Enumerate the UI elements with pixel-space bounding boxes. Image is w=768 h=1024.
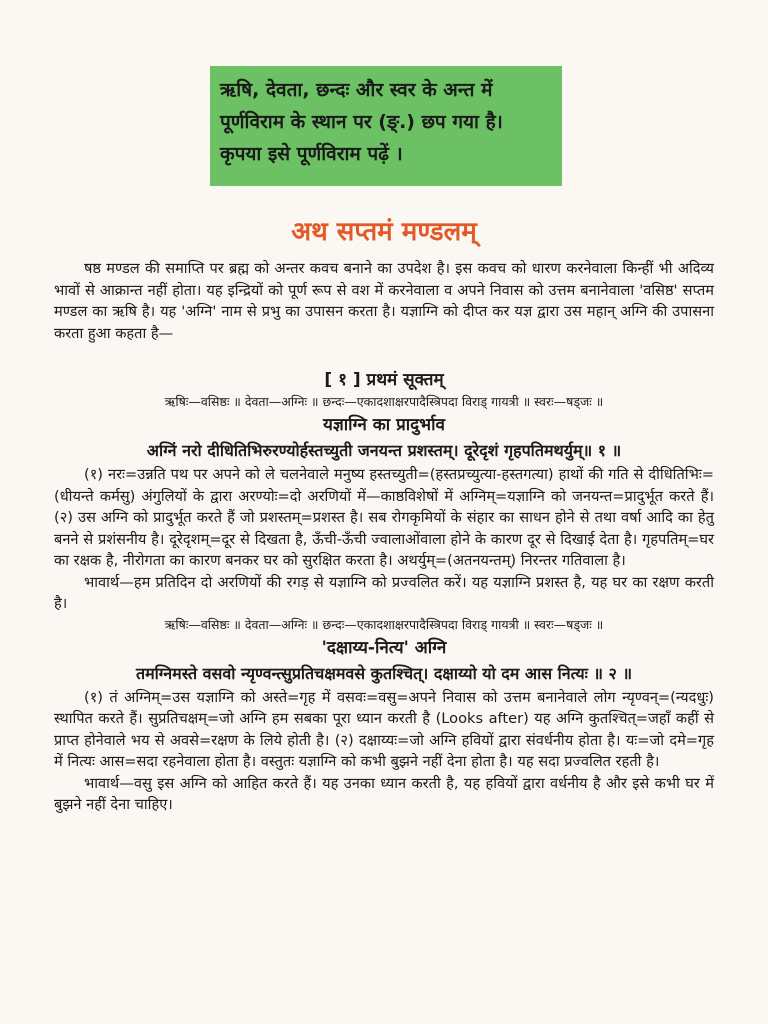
notice-line: ऋषि, देवता, छन्दः और स्वर के अन्त में bbox=[220, 79, 493, 101]
mandala-heading: अथ सप्तमं मण्डलम् bbox=[291, 217, 477, 247]
sukta-title: [ १ ] प्रथमं सूक्तम् bbox=[324, 370, 444, 390]
notice-box bbox=[210, 66, 562, 186]
notice-line: पूर्णविराम के स्थान पर (ङ्.) छप गया है। bbox=[220, 111, 503, 133]
rishi-devata-line: ऋषिः—वसिष्ठः ॥ देवता—अग्निः ॥ छन्दः—एकादशाक्षरपादैस्त्रिपदा विराड् गायत्री ॥ स्वरः—षड्जः ॥ bbox=[164, 616, 604, 632]
sukta-one bbox=[54, 368, 714, 816]
explanation-paragraph: (१) नरः=उन्नति पथ पर अपने को ले चलनेवाले मनुष्य हस्तच्युती=(हस्तप्रच्युत्या-हस्तगत्या) हाथों की गति से दीधितिभिः=(धीयन्ते कर्मसु) अंगुलियों के द्वारा अरण्योः=दो अरणियों में—काष्ठविशेषों में अग्निम्=यज्ञाग्नि को जनयन्त=प्रादुर्भूत करते हैं। (२) उस अग्नि को प्रादुर्भूत करते हैं जो प्रशस्तम्=प्रशस्त है। सब रोगकृमियों के संहार का साधन होने से तथा वर्षा आदि का हेतु बनने से प्रशंसनीय है। दूरेदृशम्=दूर से दिखता है, ऊँची-ऊँची ज्वालाओंवाला होने के कारण दूर से दिखाई देता है। गृहपतिम्=घर का रक्षक है, नीरोगता का कारण बनकर घर को सुरक्षित करता है। अथर्युम्=(अतनयन्तम्) निरन्तर गतिवाला है। bbox=[54, 466, 714, 569]
intro-paragraph: षष्ठ मण्डल की समाप्ति पर ब्रह्म को अन्तर कवच बनाने का उपदेश है। इस कवच को धारण करनेवाला किन्हीं भी अदिव्य भावों से आक्रान्त नहीं होता। यह इन्द्रियों को पूर्ण रूप से वश में करनेवाला व अपने निवास को उत्तम बनानेवाला 'वसिष्ठ' सप्तम मण्डल का ऋषि है। यह 'अग्नि' नाम से प्रभु का उपासन करता है। यज्ञाग्नि को दीप्त कर यज्ञ द्वारा उस महान् अग्नि की उपासना करता हुआ कहता है— bbox=[54, 260, 714, 342]
section-title: 'दक्षाय्य-नित्य' अग्नि bbox=[321, 637, 447, 658]
mantra-line: अग्निं नरो दीधितिभिरुरण्योर्हस्तच्युती जनयन्त प्रशस्तम्। दूरेदृशं गृहपतिमथर्युम्॥ १ ॥ bbox=[146, 441, 622, 460]
section-title: यज्ञाग्नि का प्रादुर्भाव bbox=[323, 415, 445, 435]
bhavartha-paragraph: भावार्थ—हम प्रतिदिन दो अरणियों की रगड़ से यज्ञाग्नि को प्रज्वलित करें। यह यज्ञाग्नि प्रशस्त है, यह घर का रक्षण करती है। bbox=[54, 573, 714, 612]
mantra-line: तमग्निमस्ते वसवो न्यृण्वन्त्सुप्रतिचक्षमवसे कुतश्चित्। दक्षाय्यो यो दम आस नित्यः ॥ २ ॥ bbox=[135, 663, 633, 683]
notice-line: कृपया इसे पूर्णविराम पढ़ें । bbox=[220, 143, 403, 165]
bhavartha-paragraph: भावार्थ—वसु इस अग्नि को आहित करते हैं। यह उनका ध्यान करती है, यह हवियों द्वारा वर्धनीय है और इसे कभी घर में बुझने नहीं देना चाहिए। bbox=[54, 774, 714, 813]
rishi-devata-line: ऋषिः—वसिष्ठः ॥ देवता—अग्निः ॥ छन्दः—एकादशाक्षरपादैस्त्रिपदा विराड् गायत्री ॥ स्वरः—षड्जः ॥ bbox=[164, 394, 604, 409]
intro-block bbox=[54, 258, 714, 344]
explanation-paragraph: (१) तं अग्निम्=उस यज्ञाग्नि को अस्ते=गृह में वसवः=वसु=अपने निवास को उत्तम बनानेवाले लोग न्यृण्वन्=(न्यदधुः) स्थापित करते हैं। सुप्रतिचक्षम्=जो अग्नि हम सबका पूरा ध्यान करती है (Looks after) यह अग्नि कुतश्चित्=जहाँ कहीं से प्राप्त होनेवाले भय से अवसे=रक्षण के लिये होती है। (२) दक्षाय्यः=जो अग्नि हवियों द्वारा संवर्धनीय होता है। यः=जो दमे=गृह में नित्यः आस=सदा रहनेवाला होता है। वस्तुतः यज्ञाग्नि को कभी बुझने नहीं देना होता है। यह सदा प्रज्वलित रहती है। bbox=[54, 688, 714, 770]
